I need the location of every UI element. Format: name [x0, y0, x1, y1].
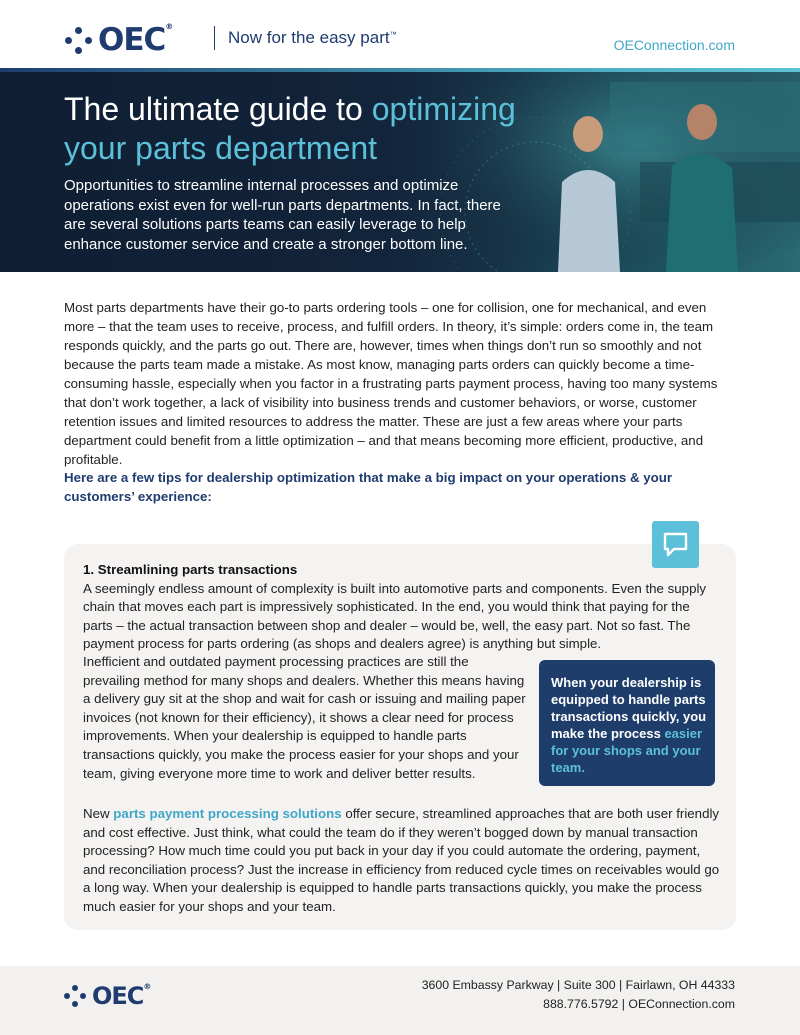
section-paragraph-1: A seemingly endless amount of complexity is built into automotive parts and components. Even the supply chain that moves each part is impressively sophisticated. In the end, you would think that paying for the parts – the actual transaction between shop and dealer – would be, well, the easy part. Not so fast. The payment process for parts ordering (as shops and dealers agree) is anything but simple. [83, 581, 707, 652]
intro-paragraph: Most parts departments have their go-to parts ordering tools – one for collision, one for mechanical, and even more – that the team uses to receive, process, and fulfill orders. In theory, it’s simple: orders come in, the team responds quickly, and the parts go out. There are, however, times when things don’t run so smoothly and not because the parts team made a mistake. As most know, managing parts orders can quickly become a time-consuming hassle, especially when you factor in a frustrating parts payment process, having too many systems that don’t work together, a lack of visibility into business trends and customer behaviors, or worse, customer retention issues and limited resources to address the matter. These are just a few areas where your parts department could benefit from a little optimization – and that means becoming more efficient, productive, and profitable. [64, 300, 718, 467]
footer-logo-wordmark: OEC® [92, 982, 151, 1010]
page-footer [0, 966, 800, 1035]
oec-dots-icon [64, 985, 86, 1007]
page-header [0, 0, 800, 68]
hero-banner [0, 72, 800, 272]
section-title: 1. Streamlining parts transactions [83, 562, 298, 577]
pull-quote [539, 660, 715, 786]
section-paragraph-2: Inefficient and outdated payment processing practices are still the prevailing method for many shops and dealers. Whether this means having a delivery guy sit at the shop and wait for cash or issuing and mailing paper invoices (not known for their efficiency), it shows a clear need for process improvements. When your dealership is equipped to handle parts transactions quickly, you make the process easier for your shops and your team, giving everyone more time to work and deliver better results. [83, 654, 526, 781]
hero-subtitle: Opportunities to streamline internal processes and optimize operations exist even for well-run parts departments. In fact, there are several solutions parts teams can easily leverage to help enhance customer service and create a stronger bottom line. [64, 177, 501, 253]
tagline: Now for the easy part™ [228, 28, 397, 47]
payment-solutions-link[interactable]: parts payment processing solutions [113, 806, 342, 821]
oec-logo[interactable] [64, 22, 172, 58]
header-divider [214, 26, 215, 50]
tips-heading: Here are a few tips for dealership optimization that make a big impact on your operations & your customers’ experience: [64, 470, 673, 504]
footer-logo[interactable] [64, 982, 150, 1010]
oec-dots-icon [64, 26, 92, 54]
contact-line: 888.776.5792 | OEConnection.com [543, 997, 735, 1011]
address-line: 3600 Embassy Parkway | Suite 300 | Fairlawn, OH 44333 [421, 978, 735, 992]
pull-quote-text: When your dealership is equipped to handle parts transactions quickly, you make the process easier for your shops and your team. [551, 675, 707, 775]
website-link[interactable]: OEConnection.com [613, 37, 735, 53]
chat-bubble-icon [652, 521, 699, 568]
hero-title: The ultimate guide to optimizing your parts department [64, 91, 516, 166]
section-paragraph-3: New parts payment processing solutions offer secure, streamlined approaches that are both user friendly and cost effective. Just think, what could the team do if they weren’t bogged down by manual transaction processing? How much time could you put back in your day if you could automate the ordering, payment, and reconciliation process? Just the increase in efficiency from reduced cycle times on receivables would go a long way. When your dealership is equipped to handle parts transactions quickly, you make the process much easier for your shops and your team. [83, 806, 720, 914]
footer-address [422, 976, 735, 1014]
logo-wordmark: OEC® [98, 22, 173, 58]
